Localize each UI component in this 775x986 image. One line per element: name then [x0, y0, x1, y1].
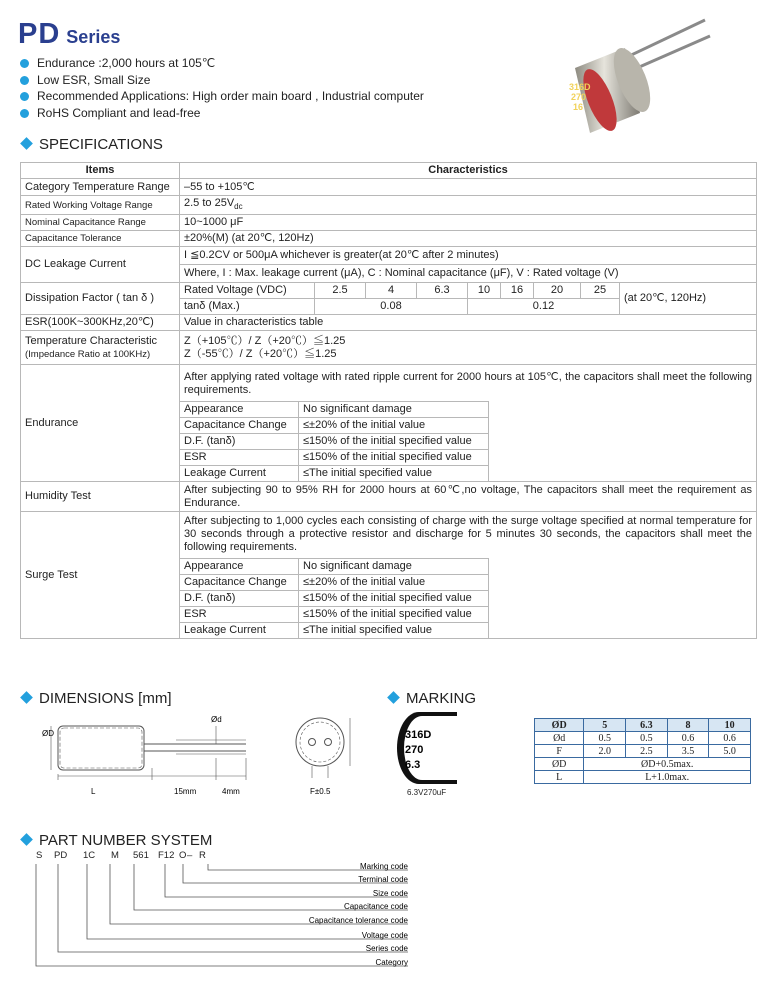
spec-item: Rated Working Voltage Range	[21, 196, 180, 215]
f-label: F±0.5	[310, 787, 331, 796]
diamond-icon	[20, 833, 33, 846]
specifications-table	[20, 162, 757, 639]
list-item: Recommended Applications: High order main board , Industrial computer	[20, 88, 424, 105]
spec-item: DC Leakage Current	[21, 247, 180, 283]
list-item: Low ESR, Small Size	[20, 72, 424, 89]
d-label: Ød	[211, 715, 222, 724]
pn-label-capacitance: Capacitance code	[343, 902, 408, 911]
spec-value: –55 to +105℃	[180, 179, 757, 196]
od-label: ØD	[42, 729, 54, 738]
diamond-icon	[20, 137, 33, 150]
part-number-code: S PD 1C M 561 F12 O – R	[36, 850, 206, 861]
marking-caption: 6.3V270uF	[407, 788, 447, 797]
pn-label-voltage: Voltage code	[361, 931, 408, 940]
product-mark-1: 316D	[569, 82, 591, 92]
spec-item: Temperature Characteristic (Impedance Ratio at 100KHz)	[21, 331, 180, 365]
series-title	[18, 18, 120, 51]
dimensions-heading: DIMENSIONS [mm]	[22, 690, 172, 707]
dimension-drawing	[36, 708, 376, 800]
spec-value: I ≦0.2CV or 500μA whichever is greater(at 20℃ after 2 minutes) Where, I : Max. leakage current (μA), C : Nominal capacitance (μF), V : Rated voltage (V)	[180, 247, 757, 283]
product-mark-3: 16	[573, 102, 584, 112]
list-item: RoHS Compliant and lead-free	[20, 105, 424, 122]
spec-value: Z（+105℃）/ Z（+20℃）≦1.25 Z（-55℃）/ Z（+20℃）≦1.25	[180, 331, 757, 365]
spec-value: 10~1000 μF	[180, 215, 757, 231]
marking-heading: MARKING	[389, 690, 476, 707]
col-characteristics: Characteristics	[180, 163, 757, 179]
list-item: Endurance :2,000 hours at 105℃	[20, 55, 424, 72]
capacitor-product-image	[555, 18, 715, 140]
pn-label-marking: Marking code	[359, 862, 408, 871]
marking-line-3: 6.3	[405, 759, 421, 771]
lead-15mm-label: 15mm	[174, 787, 197, 796]
length-label: L	[91, 787, 96, 796]
series-prefix: PD	[18, 18, 61, 50]
part-number-heading: PART NUMBER SYSTEM	[22, 832, 212, 849]
feature-list	[20, 55, 424, 121]
specifications-heading: SPECIFICATIONS	[22, 136, 163, 153]
spec-value: 2.5 to $25V_{dc}$	[180, 196, 757, 215]
marking-illustration	[397, 712, 459, 784]
diamond-icon	[20, 691, 33, 704]
pn-label-series: Series code	[365, 944, 408, 953]
product-mark-2: 270	[571, 92, 587, 102]
spec-item: Endurance	[21, 365, 180, 482]
pn-label-size: Size code	[372, 889, 408, 898]
spec-value: After subjecting 90 to 95% RH for 2000 hours at 60℃,no voltage, The capacitors shall meet the requirement as Endurance.	[180, 482, 757, 512]
lead-4mm-label: 4mm	[222, 787, 240, 796]
part-number-diagram	[30, 862, 420, 970]
spec-value: ±20%(M) (at 20℃, 120Hz)	[180, 231, 757, 247]
surge-spec: After subjecting to 1,000 cycles each consisting of charge with the surge voltage specified at normal temperature for 30 seconds through a protective resistor and discharge for 5 minutes 30 seconds, the capacitors shall meet the following requirements. Appearance No significant damage Capacitance Change ≤±20% of the initial value D.F. (tanδ) ≤150% of the initial specified value ESR ≤150% of the initial specified value Leakage Current ≤The initial specified value	[180, 512, 757, 639]
spec-item: Dissipation Factor ( tan δ )	[21, 283, 180, 315]
dissipation-table: Rated Voltage (VDC) 2.5 4 6.3 10 16 20 25 (at 20℃, 120Hz) tanδ (Max.) 0.08 0.12	[180, 283, 757, 315]
pn-label-category: Category	[375, 958, 408, 967]
dimension-table: ØD 5 6.3 8 10 Ød 0.5 0.5 0.6 0.6 F 2.0 2.5 3.5 5.0 ØD ØD+0.5max. L L+1.0max.	[534, 718, 751, 784]
pn-label-terminal: Terminal code	[358, 875, 408, 884]
col-items: Items	[21, 163, 180, 179]
marking-line-2: 270	[405, 744, 424, 756]
diamond-icon	[387, 691, 400, 704]
marking-line-1: 316D	[405, 729, 432, 741]
pn-label-tolerance: Capacitance tolerance code	[308, 916, 408, 925]
spec-item: Category Temperature Range	[21, 179, 180, 196]
spec-item: Humidity Test	[21, 482, 180, 512]
spec-item: Capacitance Tolerance	[21, 231, 180, 247]
spec-item: Surge Test	[21, 512, 180, 639]
spec-item: ESR(100K~300KHz,20℃)	[21, 315, 180, 331]
spec-value: Value in characteristics table	[180, 315, 757, 331]
spec-item: Nominal Capacitance Range	[21, 215, 180, 231]
series-word: Series	[66, 27, 121, 47]
endurance-spec: After applying rated voltage with rated ripple current for 2000 hours at 105℃, the capacitors shall meet the following requirements. Appearance No significant damage Capacitance Change ≤±20% of the initial value D.F. (tanδ) ≤150% of the initial specified value ESR ≤150% of the initial specified value Leakage Current ≤The initial specified value	[180, 365, 757, 482]
